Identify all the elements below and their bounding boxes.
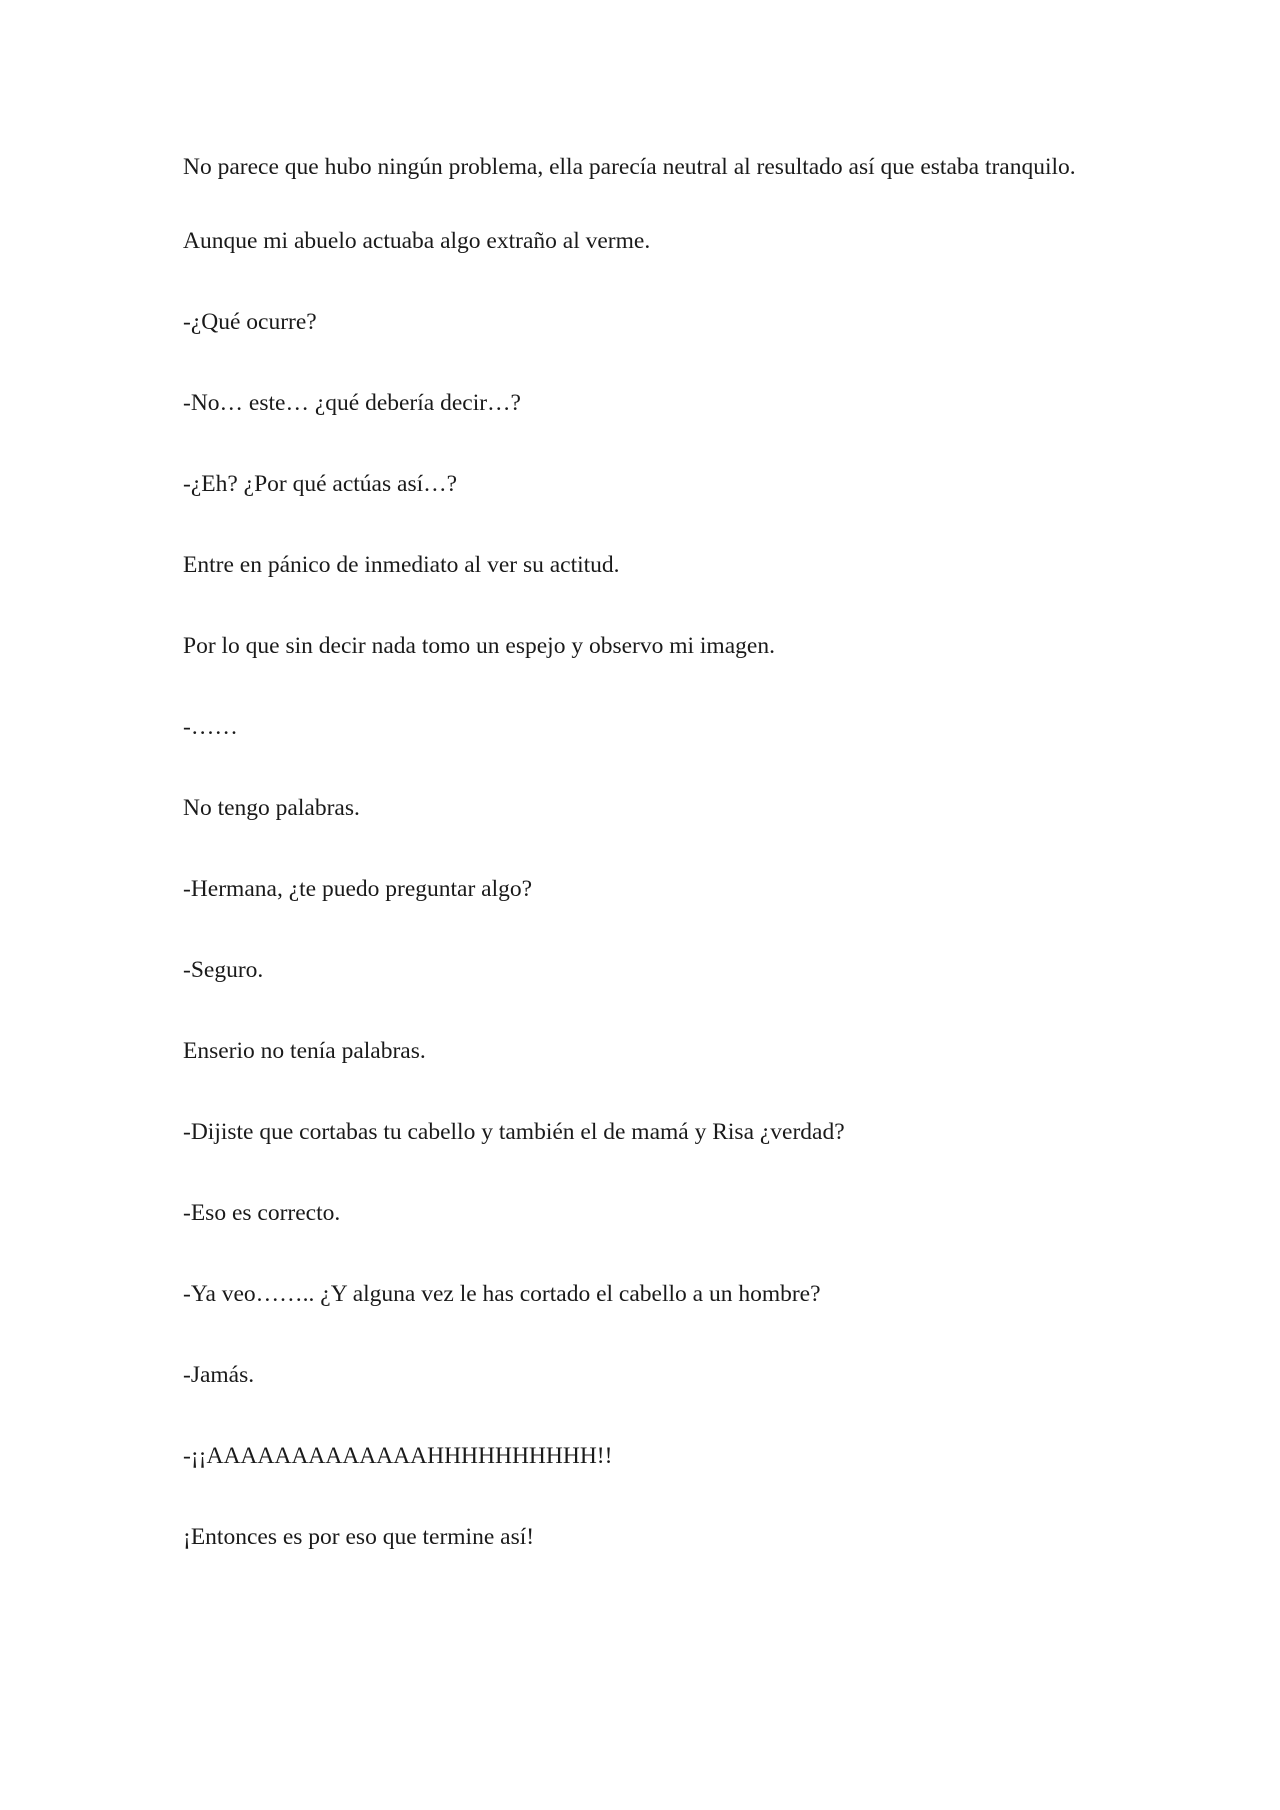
paragraph-2: Aunque mi abuelo actuaba algo extraño al verme. [183,228,651,254]
paragraph-6: Entre en pánico de inmediato al ver su actitud. [183,552,620,578]
paragraph-4: -No… este… ¿qué debería decir…? [183,390,521,416]
document-body [183,148,1098,1597]
paragraph-9: No tengo palabras. [183,795,360,821]
paragraph-1: No parece que hubo ningún problema, ella parecía neutral al resultado así que estaba tranquilo. [183,154,1076,180]
paragraph-8: -…… [183,714,238,740]
paragraph-12: Enserio no tenía palabras. [183,1038,426,1064]
paragraph-13: -Dijiste que cortabas tu cabello y también el de mamá y Risa ¿verdad? [183,1119,845,1145]
paragraph-16: -Jamás. [183,1362,255,1388]
paragraph-5: -¿Eh? ¿Por qué actúas así…? [183,471,458,497]
paragraph-15: -Ya veo…….. ¿Y alguna vez le has cortado el cabello a un hombre? [183,1281,821,1307]
paragraph-7: Por lo que sin decir nada tomo un espejo y observo mi imagen. [183,633,775,659]
paragraph-3: -¿Qué ocurre? [183,309,317,335]
paragraph-17: -¡¡AAAAAAAAAAAAAHHHHHHHHHH!! [183,1443,613,1469]
paragraph-11: -Seguro. [183,957,264,983]
paragraph-18: ¡Entonces es por eso que termine así! [183,1524,535,1550]
paragraph-14: -Eso es correcto. [183,1200,341,1226]
paragraph-10: -Hermana, ¿te puedo preguntar algo? [183,876,533,902]
